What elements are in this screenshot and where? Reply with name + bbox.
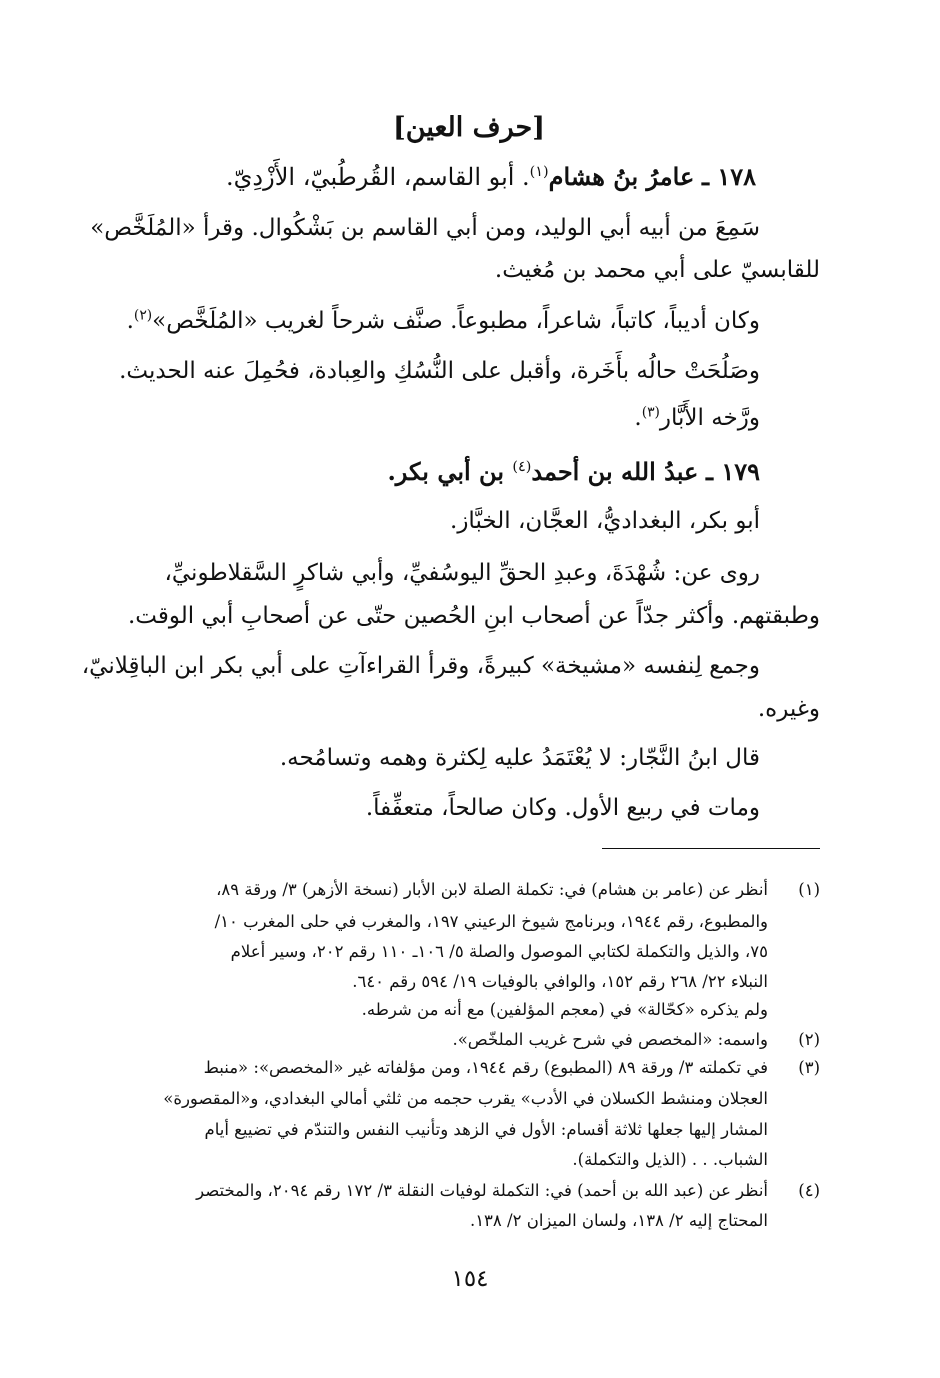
footnote-number: (١) <box>798 880 820 899</box>
body-text: ورَّخه الأَبَّار <box>659 405 760 431</box>
footnote-divider <box>602 848 820 849</box>
footnote-line: النبلاء ٢٢/ ٢٦٨ رقم ١٥٢، والوافي بالوفيات ١٩/ ٥٩٤ رقم ٦٤٠. <box>352 972 768 991</box>
body-line: أبو بكر، البغداديُّ، العجَّان، الخبَّاز. <box>450 508 760 534</box>
footnote-line: ولم يذكره «كحّالة» في (معجم المؤلفين) مع أنه من شرطه. <box>361 1000 768 1019</box>
footnote-number: (٤) <box>798 1181 820 1200</box>
footnote-line: الشباب. . . (الذيل والتكملة). <box>572 1150 768 1169</box>
footnote-number: (٣) <box>798 1058 820 1077</box>
footnote-line: أنظر عن (عبد الله بن أحمد) في: التكملة لوفيات النقلة ٣/ ١٧٢ رقم ٢٠٩٤، والمختصر <box>196 1181 768 1200</box>
footnote-line: المشار إليها جعلها ثلاثة أقسام: الأول في الزهد وتأنيب النفس والتندّم في تضييع أيام <box>204 1120 768 1139</box>
body-line <box>127 308 760 334</box>
body-line <box>634 405 760 431</box>
entry-name: عامرُ بنُ هشام <box>548 162 695 191</box>
body-line: روى عن: شُهْدَةَ، وعبدِ الحقِّ اليوسُفيِّ، وأبي شاكرٍ السَّقلاطونيِّ، <box>164 560 760 586</box>
footnote-line: المحتاج إليه ٢/ ١٣٨، ولسان الميزان ٢/ ١٣٨. <box>469 1211 768 1230</box>
body-line: وصَلُحَتْ حالُه بأَخَرة، وأقبل على النُّسُكِ والعِبادة، فحُمِلَ عنه الحديث. <box>119 358 760 384</box>
body-text: وكان أديباً، كاتباً، شاعراً، مطبوعاً. صنَّف شرحاً لغريب «المُلَخَّص» <box>152 308 760 334</box>
body-line: ومات في ربيع الأول. وكان صالحاً، متعفِّفاً. <box>365 795 760 821</box>
body-text: . <box>634 405 642 431</box>
page-number: ١٥٤ <box>451 1266 489 1292</box>
entry-number: ١٧٨ ـ <box>701 162 756 191</box>
footnote-line: والمطبوع، رقم ١٩٤٤، وبرنامج شيوخ الرعيني ١٩٧، والمغرب في حلى المغرب ١٠/ <box>214 912 768 931</box>
footnote-number: (٢) <box>798 1030 820 1049</box>
footnote-line: واسمه: «المخصص في شرح غريب الملخّص». <box>452 1030 768 1049</box>
footnote-ref-4[interactable]: (٤) <box>512 459 532 475</box>
body-line: وغيره. <box>757 696 820 722</box>
body-line: وطبقتهم. وأكثر جدّاً عن أصحاب ابنِ الحُصين حتّى عن أصحابِ أبي الوقت. <box>127 603 820 629</box>
body-line: للقابسيّ على أبي محمد بن مُغيث. <box>494 257 820 283</box>
entry-178-heading <box>226 162 756 191</box>
footnote-line: في تكملته ٣/ ورقة ٨٩ (المطبوع) رقم ١٩٤٤، ومن مؤلفاته غير «المخصص»: «منبط <box>203 1058 768 1077</box>
entry-179-heading <box>387 457 760 486</box>
entry-details: . أبو القاسم، القُرطُبيّ، الأَزْدِيّ. <box>226 163 530 191</box>
footnote-line: ٧٥، والذيل والتكملة لكتابي الموصول والصلة ٥/ ١٠٦ـ ١١٠ رقم ٢٠٢، وسير أعلام <box>230 942 768 961</box>
entry-details: بن أبي بكر. <box>387 457 513 486</box>
footnote-ref-1[interactable]: (١) <box>529 164 549 180</box>
entry-number: ١٧٩ ـ <box>705 457 760 486</box>
body-text: . <box>126 308 134 334</box>
section-heading: [حرف العين] <box>393 112 545 143</box>
footnote-line: أنظر عن (عامر بن هشام) في: تكملة الصلة لابن الأبار (نسخة الأزهر) ٣/ ورقة ٨٩، <box>216 880 768 899</box>
body-line: سَمِعَ من أبيه أبي الوليد، ومن أبي القاسم بن بَشْكُوال. وقرأ «المُلَخَّص» <box>90 215 760 241</box>
body-line: وجمع لِنفسه «مشيخة» كبيرةً، وقرأ القراءآتِ على أبي بكر ابن الباقِلانيّ، <box>81 653 760 679</box>
entry-name: عبدُ الله بن أحمد <box>531 457 699 486</box>
footnote-ref-2[interactable]: (٢) <box>133 307 153 324</box>
footnote-line: العجلان ومنشط الكسلان في الأدب» يقرب حجمه من ثلثي أمالي البغدادي، و«المقصورة» <box>163 1089 768 1108</box>
footnote-ref-3[interactable]: (٣) <box>641 404 660 421</box>
body-line: قال ابنُ النَّجّار: لا يُعْتَمَدُ عليه لِكثرة وهمه وتسامُحه. <box>279 745 760 771</box>
